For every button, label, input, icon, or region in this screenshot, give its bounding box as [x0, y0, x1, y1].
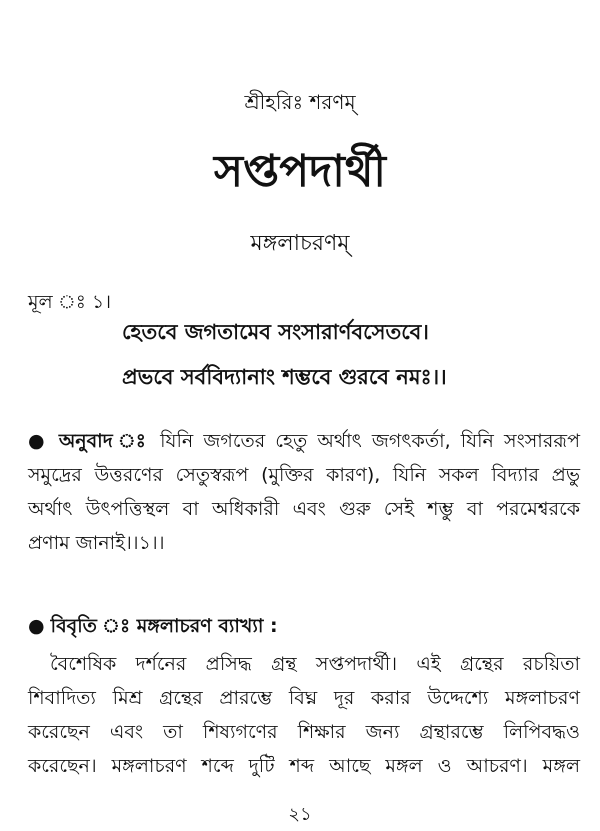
page-title: সপ্তপদার্থী	[213, 146, 387, 197]
page-number: ২১	[288, 804, 312, 825]
anuvad-paragraph	[28, 424, 580, 560]
vivriti-line: শিবাদিত্য মিশ্র গ্রন্থের প্রারম্ভে বিঘ্ন দূর করার উদ্দেশ্যে মঙ্গলাচরণ	[28, 687, 580, 709]
bullet-icon: ●	[28, 615, 45, 637]
anuvad-heading: অনুবাদ ঃ	[58, 430, 150, 452]
vivriti-line: করেছেন এবং তা শিষ্যগণের শিক্ষার জন্য গ্রন্থারম্ভে লিপিবদ্ধও	[28, 721, 580, 743]
anuvad-line: প্রণাম জানাই।।১।।	[28, 532, 165, 554]
vivriti-paragraph	[28, 647, 580, 783]
verse-line-2: প্রভবে সর্ববিদ্যানাং শম্ভবে গুরবে নমঃ।।	[122, 365, 447, 389]
anuvad-line	[28, 424, 580, 458]
verse-line-1: হেতবে জগতামেব সংসারার্ণবসেতবে।	[122, 320, 429, 344]
anuvad-line: সমুদ্রের উত্তরণের সেতুস্বরূপ (মুক্তির কারণ), যিনি সকল বিদ্যার প্রভু	[28, 464, 580, 486]
section-title: মঙ্গলাচরণম্	[250, 231, 350, 256]
anuvad-text: যিনি জগতের হেতু অর্থাৎ জগৎকর্তা, যিনি সংসাররূপ	[160, 430, 581, 452]
bullet-icon: ●	[28, 430, 49, 452]
vivriti-heading: বিবৃতি ঃ মঙ্গলাচরণ ব্যাখ্যা :	[50, 615, 278, 637]
anuvad-line: অর্থাৎ উৎপত্তিস্থল বা অধিকারী এবং গুরু সেই শম্ভু বা পরমেশ্বরকে	[28, 498, 580, 520]
invocation: শ্রীহরিঃ শরণম্	[244, 90, 356, 114]
vivriti-line: করেছেন। মঙ্গলাচরণ শব্দে দুটি শব্দ আছে মঙ্গল ও আচরণ। মঙ্গল	[28, 755, 580, 777]
vivriti-heading-line	[28, 612, 278, 644]
vivriti-line: বৈশেষিক দর্শনের প্রসিদ্ধ গ্রন্থ সপ্তপদার্থী। এই গ্রন্থের রচয়িতা	[50, 653, 580, 675]
mula-label: মূল ঃ ১।	[28, 291, 112, 313]
